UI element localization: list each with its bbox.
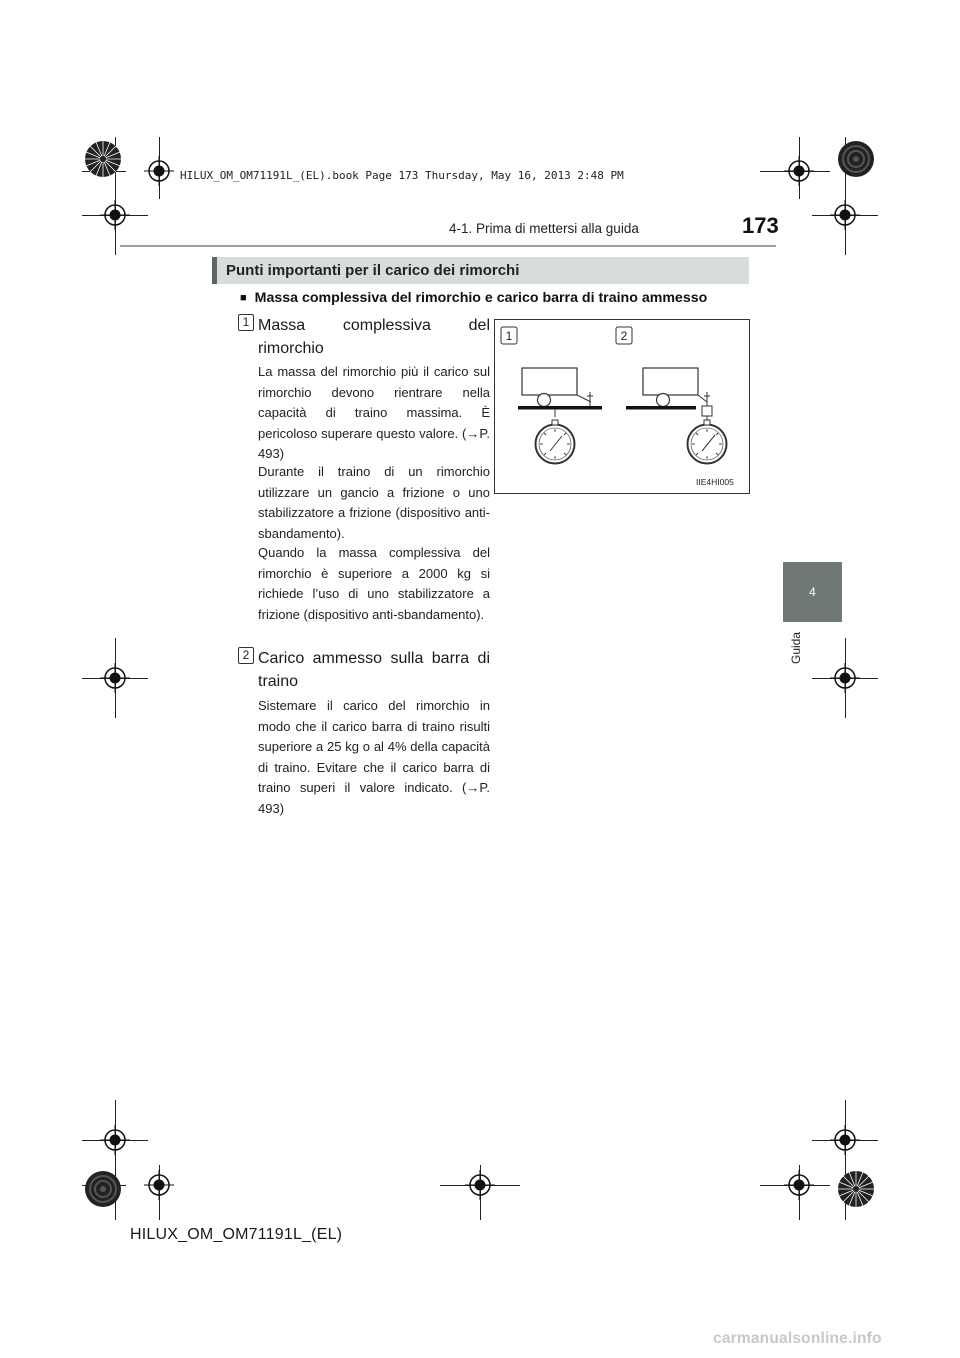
rosette-target-icon bbox=[84, 1170, 122, 1208]
trailer-total-mass-drawing bbox=[518, 368, 602, 464]
section-title: Punti importanti per il carico dei rimorchi bbox=[226, 262, 520, 279]
watermark: carmanualsonline.info bbox=[713, 1330, 882, 1347]
figure-label-1: 1 bbox=[505, 329, 513, 343]
section-heading: 4-1. Prima di mettersi alla guida bbox=[449, 221, 639, 236]
rosette-target-icon bbox=[84, 140, 122, 178]
header-rule bbox=[120, 245, 776, 247]
item-2-paragraph-1: Sistemare il carico del rimorchio in modo che il carico barra di traino risulti superiore a 25 kg o al 4% della capacità di traino. Evitare che il carico barra di traino superi il valore indicato. (→P. 493) bbox=[258, 698, 490, 816]
registration-mark-icon bbox=[100, 663, 130, 693]
rosette-target-icon bbox=[837, 140, 875, 178]
registration-mark-icon bbox=[784, 1170, 814, 1200]
registration-mark-icon bbox=[830, 663, 860, 693]
chapter-tab: 4 bbox=[783, 562, 842, 622]
rosette-target-icon bbox=[837, 1170, 875, 1208]
item-1-paragraph-3: Quando la massa complessiva del rimorchio è superiore a 2000 kg si richiede l’uso di uno stabilizzatore a frizione (dispositivo anti-sbandamento). bbox=[258, 545, 490, 622]
item-number-1: 1 bbox=[238, 314, 254, 331]
item-title-2: Carico ammesso sulla barra di traino bbox=[258, 650, 490, 690]
subheading bbox=[240, 290, 760, 306]
item-title-1: Massa complessiva del rimorchio bbox=[258, 317, 490, 357]
item-1-paragraph-1: La massa del rimorchio più il carico sul rimorchio devono rientrare nella capacità di traino massima. È pericoloso superare questo valore. (→P. 493) bbox=[258, 364, 490, 461]
subheading-text: Massa complessiva del rimorchio e carico barra di traino ammesso bbox=[254, 290, 708, 306]
registration-mark-icon bbox=[465, 1170, 495, 1200]
title-bar-accent bbox=[212, 257, 217, 284]
figure-code: IIE4HI005 bbox=[696, 477, 734, 487]
registration-mark-icon bbox=[144, 1170, 174, 1200]
trailer-tongue-load-drawing bbox=[626, 368, 727, 464]
trailer-diagram bbox=[495, 320, 749, 493]
registration-mark-icon bbox=[144, 156, 174, 186]
section-title-bar bbox=[212, 257, 749, 284]
registration-mark-icon bbox=[100, 200, 130, 230]
page-number: 173 bbox=[742, 213, 779, 238]
registration-mark-icon bbox=[784, 156, 814, 186]
square-bullet-icon: ■ bbox=[240, 292, 247, 304]
registration-mark-icon bbox=[830, 1125, 860, 1155]
chapter-label: Guida bbox=[789, 631, 803, 665]
registration-mark-icon bbox=[830, 200, 860, 230]
footer-manual-code: HILUX_OM_OM71191L_(EL) bbox=[130, 1226, 343, 1243]
item-1-paragraph-2: Durante il traino di un rimorchio utilizzare un gancio a frizione o uno stabilizzatore a frizione (dispositivo anti-sbandamento). bbox=[258, 464, 490, 541]
figure-label-2: 2 bbox=[620, 329, 628, 343]
item-number-2: 2 bbox=[238, 647, 254, 664]
trailer-load-figure bbox=[494, 319, 750, 494]
registration-mark-icon bbox=[100, 1125, 130, 1155]
book-stamp: HILUX_OM_OM71191L_(EL).book Page 173 Thursday, May 16, 2013 2:48 PM bbox=[180, 169, 624, 182]
